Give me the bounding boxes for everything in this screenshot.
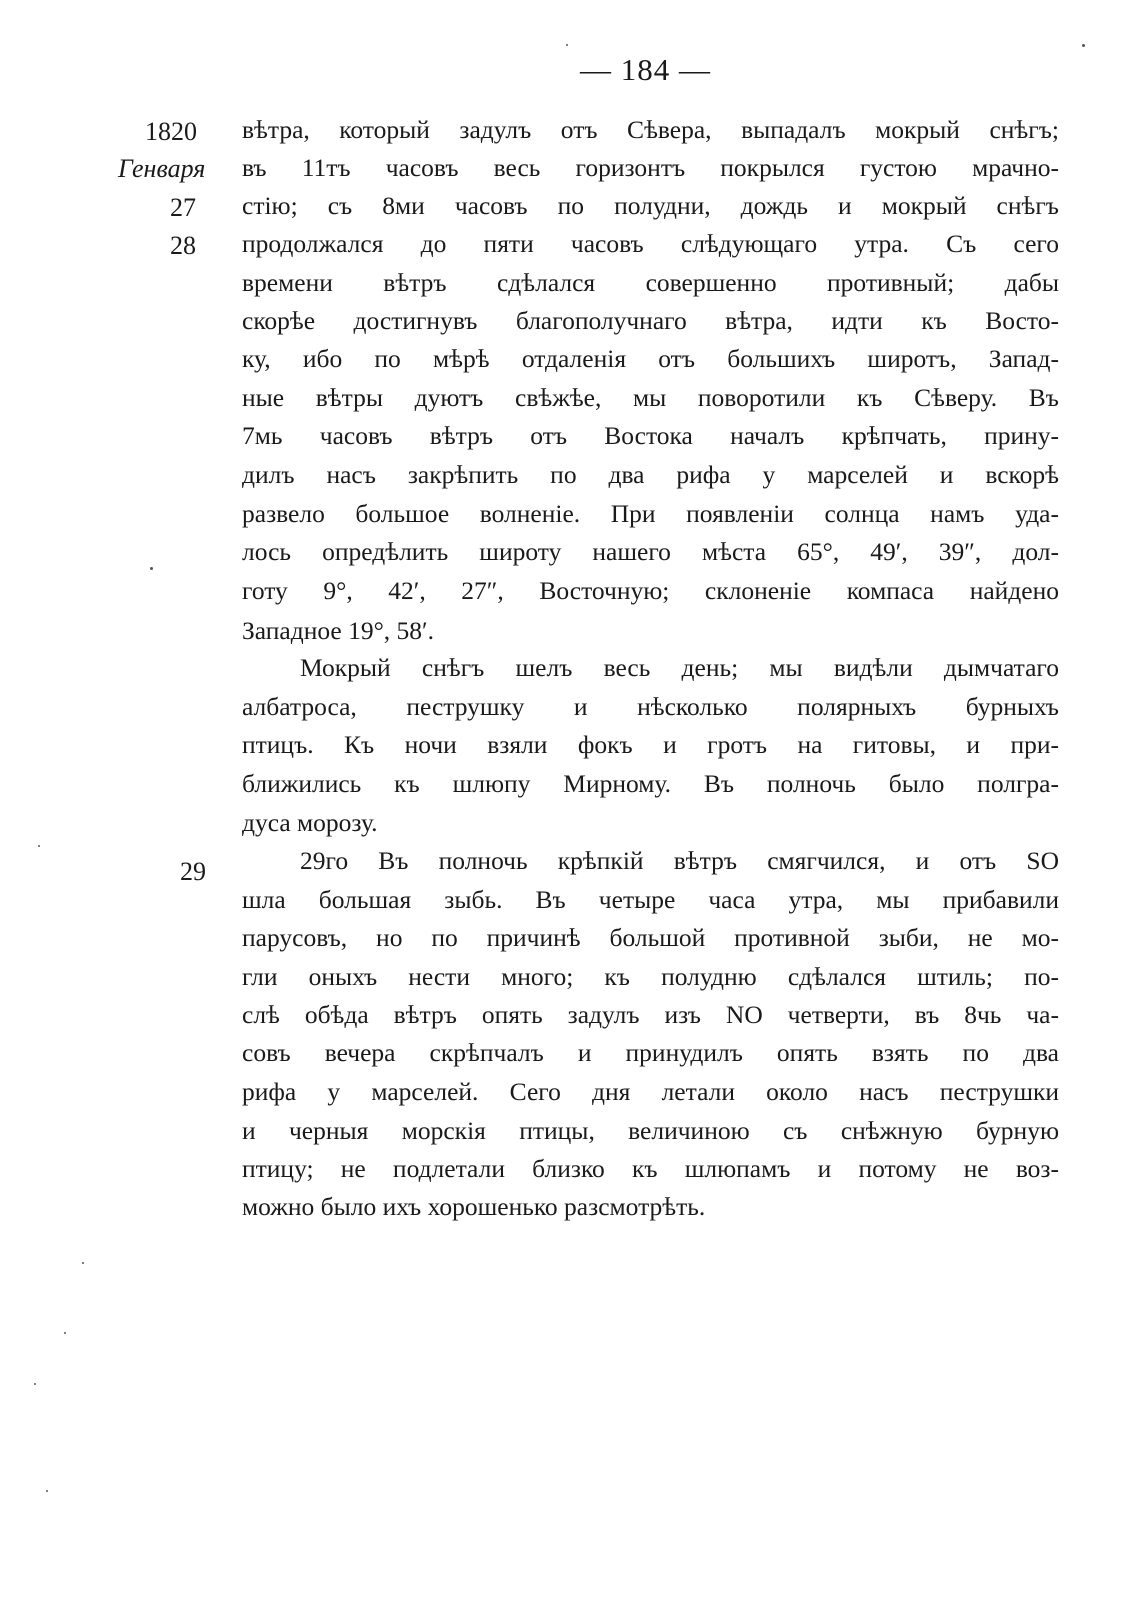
- paper-speck: [82, 1262, 84, 1264]
- text-line: совъ вечера скрѣпчалъ и принудилъ опять взять по два: [242, 1038, 1059, 1067]
- text-line: шла большая зыбь. Въ четыре часа утра, мы прибавили: [242, 885, 1059, 914]
- text-line: можно было ихъ хорошенько разсмотрѣть.: [242, 1192, 706, 1221]
- text-line: скорѣе достигнувъ благополучнаго вѣтра, идти къ Восто-: [242, 306, 1059, 335]
- margin-day-28: 28: [170, 231, 196, 260]
- text-line: Западное 19°, 58′.: [242, 616, 434, 645]
- text-line: лось опредѣлить широту нашего мѣста 65°, 49′, 39″, дол-: [242, 537, 1059, 566]
- paragraph-start: Мокрый снѣгъ шелъ весь день; мы видѣли дымчатаго: [300, 653, 1059, 682]
- text-line: стію; съ 8ми часовъ по полудни, дождь и мокрый снѣгъ: [242, 191, 1059, 220]
- text-line: въ 11тъ часовъ весь горизонтъ покрылся густою мрачно-: [242, 153, 1059, 182]
- paper-speck: [150, 567, 153, 570]
- margin-day-29: 29: [180, 857, 206, 886]
- text-line: рифа у марселей. Сего дня летали около насъ пеструшки: [242, 1077, 1059, 1106]
- text-line: гли оныхъ нести много; къ полудню сдѣлался штиль; по-: [242, 962, 1059, 991]
- text-line: продолжался до пяти часовъ слѣдующаго утра. Съ сего: [242, 229, 1059, 258]
- text-line: ку, ибо по мѣрѣ отдаленія отъ большихъ широтъ, Запад-: [242, 344, 1059, 373]
- page-number: — 184 —: [580, 52, 711, 87]
- text-line: готу 9°, 42′, 27″, Восточную; склоненіе компаса найдено: [242, 576, 1059, 605]
- paper-speck: [64, 1332, 66, 1334]
- margin-year: 1820: [145, 117, 197, 146]
- text-line: 7мь часовъ вѣтръ отъ Востока началъ крѣпчать, прину-: [242, 421, 1059, 450]
- paper-speck: [38, 845, 40, 847]
- text-line: птицу; не подлетали близко къ шлюпамъ и потому не воз-: [242, 1154, 1059, 1183]
- text-line: дуса морозу.: [242, 808, 378, 837]
- text-line: вѣтра, который задулъ отъ Сѣвера, выпадалъ мокрый снѣгъ;: [242, 115, 1059, 144]
- text-line: времени вѣтръ сдѣлался совершенно противный; дабы: [242, 268, 1059, 297]
- paper-speck: [46, 1490, 48, 1492]
- margin-day-27: 27: [170, 193, 196, 222]
- text-line: птицъ. Къ ночи взяли фокъ и гротъ на гитовы, и при-: [242, 730, 1059, 759]
- text-line: парусовъ, но по причинѣ большой противной зыби, не мо-: [242, 923, 1059, 952]
- text-line: албатроса, пеструшку и нѣсколько полярныхъ бурныхъ: [242, 692, 1059, 721]
- margin-month: Генваря: [118, 154, 206, 183]
- text-line: ные вѣтры дуютъ свѣжѣе, мы поворотили къ Сѣверу. Въ: [242, 383, 1059, 412]
- paragraph-start: 29го Въ полночь крѣпкій вѣтръ смягчился, и отъ SO: [300, 846, 1059, 875]
- text-line: и черныя морскія птицы, величиною съ снѣжную бурную: [242, 1116, 1059, 1145]
- text-line: дилъ насъ закрѣпить по два рифа у марселей и вскорѣ: [242, 460, 1059, 489]
- paper-speck: [566, 44, 568, 46]
- text-line: слѣ обѣда вѣтръ опять задулъ изъ NO четверти, въ 8чь ча-: [242, 1000, 1059, 1029]
- text-line: развело большое волненіе. При появленіи солнца намъ уда-: [242, 499, 1059, 528]
- paper-speck: [34, 1383, 36, 1385]
- paper-speck: [1082, 44, 1085, 47]
- text-line: ближились къ шлюпу Мирному. Въ полночь было полгра-: [242, 769, 1059, 798]
